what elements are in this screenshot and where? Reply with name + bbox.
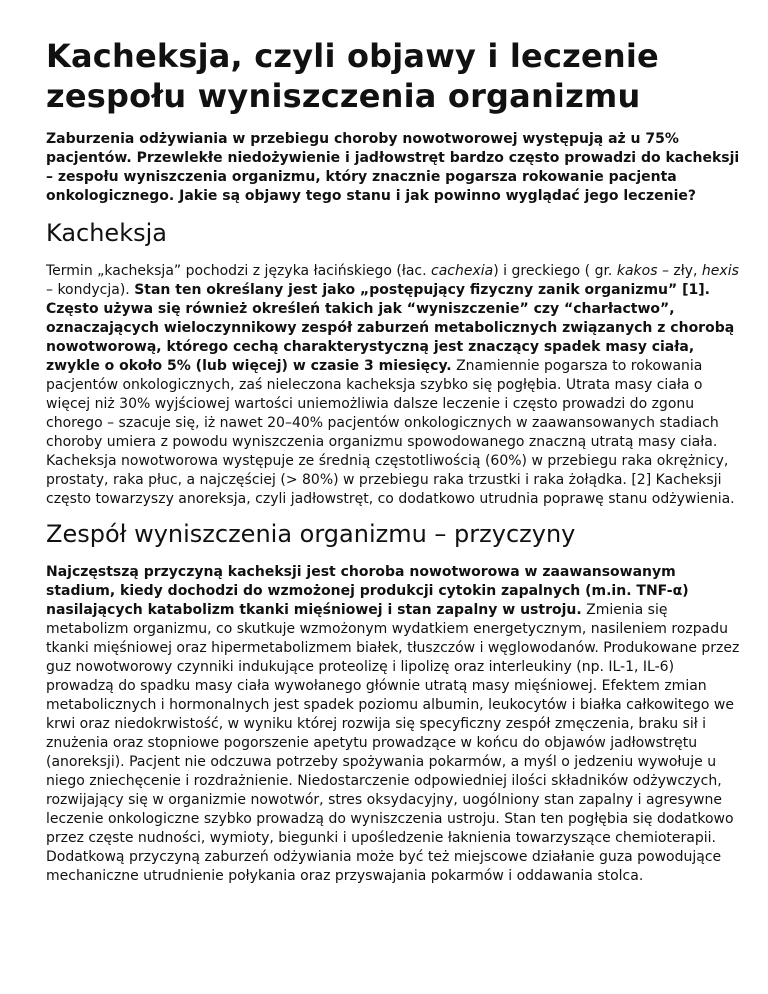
paragraph-przyczyny (46, 563, 746, 886)
bold-definition: Stan ten określany jest jako „postępujący fizyczny zanik organizmu” [1]. Często używa się również określeń takich jak “wyniszczenie” czy “charłactwo”, oznaczających wieloczynnikowy zespół zaburzeń metabolicznych związanych z chorobą nowotworową, którego cechą charakterystyczną jest znaczący spadek masy ciała, zwykle o około 5% (lub więcej) w czasie 3 miesięcy. (46, 282, 735, 374)
article-lead: Zaburzenia odżywiania w przebiegu choroby nowotworowej występują aż u 75% pacjentów. Przewlekłe niedożywienie i jadłowstręt bardzo często prowadzi do kacheksji – zespołu wyniszczenia organizmu, który znacznie pogarsza rokowanie pacjenta onkologicznego. Jakie są objawy tego stanu i jak powinno wyglądać jego leczenie? (46, 131, 740, 204)
text-span: – kondycja). (46, 282, 135, 298)
text-span: Znamiennie pogarsza to rokowania pacjentów onkologicznych, zaś nieleczona kacheksja szybko się pogłębia. Utrata masy ciała o więcej niż 30% wyjściowej wartości uniemożliwia dalsze leczenie i często prowadzi do zgonu chorego – szacuje się, iż nawet 20–40% pacjentów onkologicznych w zaawansowanych stadiach choroby umiera z powodu wyniszczenia organizmu spowodowanego znaczną utratą masy ciała. Kacheksja nowotworowa występuje ze średnią częstotliwością (60%) w przebiegu raka okrężnicy, prostaty, raka płuc, a najczęściej (> 80%) w przebiegu raka trzustki i raka żołądka. [2] Kacheksji często towarzyszy anoreksja, czyli jadłowstręt, co dodatkowo utrudnia poprawę stanu odżywienia. (46, 358, 735, 507)
bold-cause: Najczęstszą przyczyną kacheksji jest choroba nowotworowa w zaawansowanym stadium, kiedy dochodzi do wzmożonej produkcji cytokin zapalnych (m.in. TNF-α) nasilających katabolizm tkanki mięśniowej i stan zapalny w ustroju. (46, 564, 689, 618)
page-title: Kacheksja, czyli objawy i leczenie zespołu wyniszczenia organizmu (46, 37, 659, 115)
term-hexis: hexis (701, 263, 739, 279)
term-cachexia: cachexia (431, 263, 494, 279)
text-span: Zmienia się metabolizm organizmu, co skutkuje wzmożonym wydatkiem energetycznym, nasileniem rozpadu tkanki mięśniowej oraz hipermetabolizmem białek, tłuszczów i węglowodanów. Produkowane przez guz nowotworowy czynniki indukujące proteolizę i lipolizę oraz interleukiny (np. IL-1, IL-6) prowadzą do spadku masy ciała wywołanego głównie utratą masy mięśniowej. Efektem zmian metabolicznych i hormonalnych jest spadek poziomu albumin, leukocytów i białka całkowitego we krwi oraz niedokrwistość, w wyniku której rozwija się specyficzny zespół zmęczenia, braku sił i znużenia oraz stopniowe pogorszenie apetytu prowadzące w końcu do objawów jadłowstrętu (anoreksji). Pacjent nie odczuwa potrzeby spożywania pokarmów, a myśl o jedzeniu wywołuje u niego zniechęcenie i rozdrażnienie. Niedostarczenie odpowiedniej ilości składników odżywczych, rozwijający się w organizmie nowotwór, stres oksydacyjny, uogólniony stan zapalny i agresywne leczenie onkologiczne szybko prowadzą do wyniszczenia ustroju. Stan ten pogłębia się dodatkowo przez częste nudności, wymioty, biegunki i upośledzenie łaknienia towarzyszące chemioterapii. Dodatkową przyczyną zaburzeń odżywiania może być też miejscowe działanie guza powodujące mechaniczne utrudnienie połykania oraz przyswajania pokarmów i oddawania stolca. (46, 602, 740, 884)
text-span: Termin „kacheksja” pochodzi z języka łacińskiego (łac. (46, 263, 432, 279)
text-span: – zły, (657, 263, 702, 279)
paragraph-kacheksja (46, 262, 746, 509)
term-kakos: kakos (616, 263, 658, 279)
text-span: ) i greckiego ( gr. (493, 263, 617, 279)
section-heading-kacheksja: Kacheksja (46, 219, 167, 247)
section-heading-przyczyny: Zespół wyniszczenia organizmu – przyczyny (46, 520, 576, 548)
